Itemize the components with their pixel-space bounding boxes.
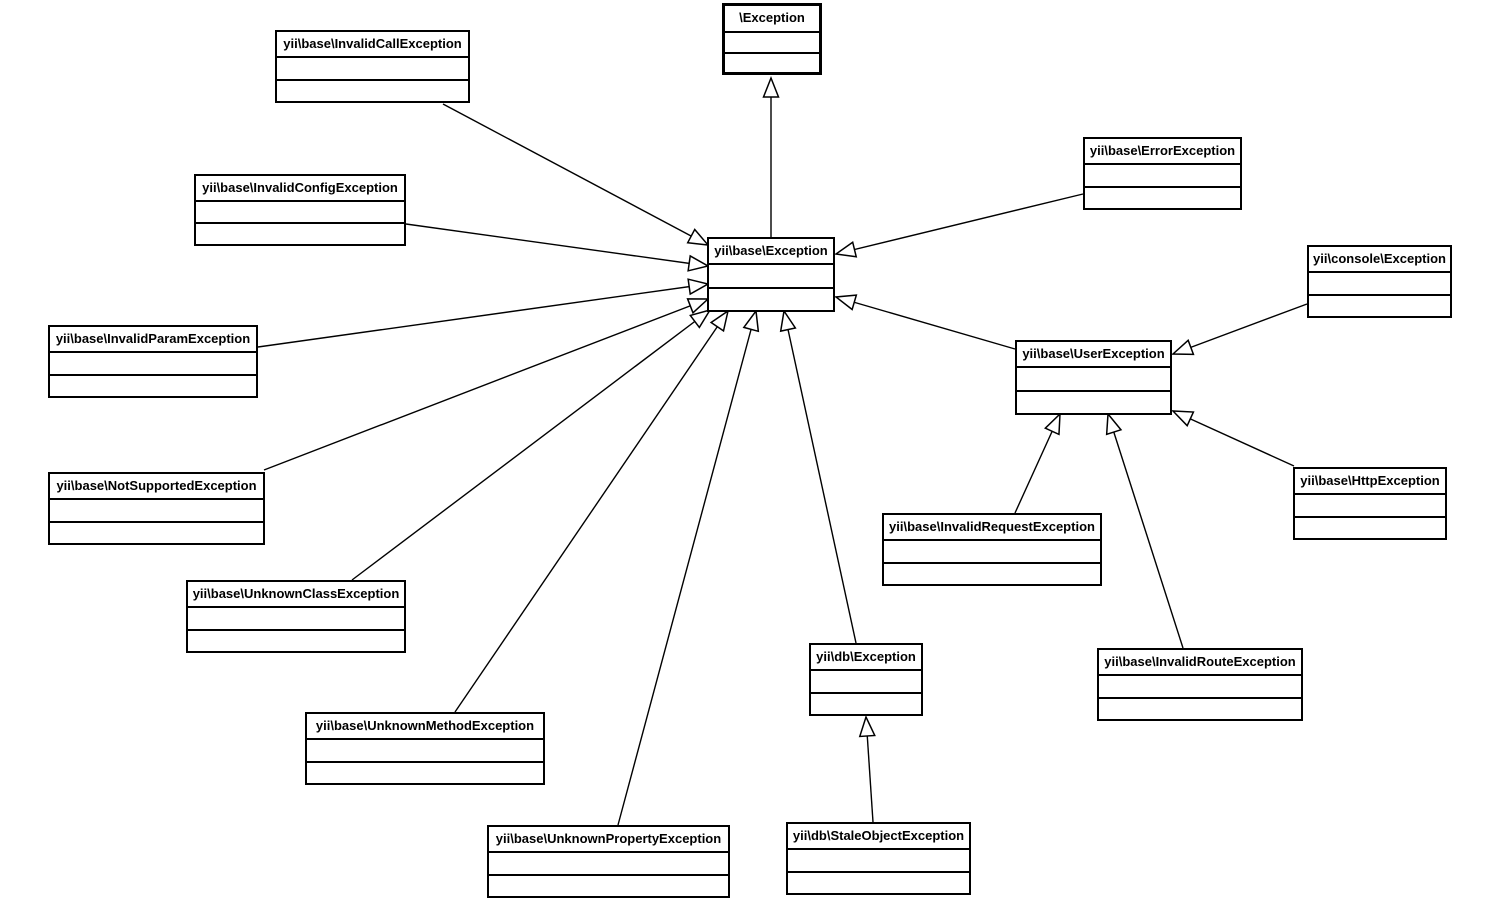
class-box-error-exception xyxy=(1083,137,1242,210)
class-attributes-compartment xyxy=(489,853,728,876)
class-attributes-compartment xyxy=(277,58,468,81)
class-attributes-compartment xyxy=(50,353,256,376)
class-name: yii\base\UnknownPropertyException xyxy=(489,827,728,853)
class-methods-compartment xyxy=(884,564,1100,584)
class-methods-compartment xyxy=(1099,699,1301,719)
class-name: yii\base\UserException xyxy=(1017,342,1170,368)
class-box-invalid-param xyxy=(48,325,258,398)
class-name: yii\base\InvalidParamException xyxy=(50,327,256,353)
class-name: yii\db\Exception xyxy=(811,645,921,671)
class-box-invalid-route xyxy=(1097,648,1303,721)
class-attributes-compartment xyxy=(1085,165,1240,188)
class-attributes-compartment xyxy=(1099,676,1301,699)
class-methods-compartment xyxy=(1017,392,1170,413)
class-attributes-compartment xyxy=(884,541,1100,564)
class-box-yii-base-exception xyxy=(707,237,835,312)
class-attributes-compartment xyxy=(811,671,921,694)
class-methods-compartment xyxy=(307,763,543,783)
class-attributes-compartment xyxy=(196,202,404,224)
class-methods-compartment xyxy=(50,376,256,396)
class-methods-compartment xyxy=(277,81,468,101)
class-box-http-exception xyxy=(1293,467,1447,540)
class-methods-compartment xyxy=(196,224,404,244)
class-name: yii\base\HttpException xyxy=(1295,469,1445,495)
class-methods-compartment xyxy=(1309,296,1450,316)
class-methods-compartment xyxy=(725,54,819,72)
class-name: yii\base\InvalidRequestException xyxy=(884,515,1100,541)
class-attributes-compartment xyxy=(307,740,543,763)
class-name: yii\base\NotSupportedException xyxy=(50,474,263,500)
class-methods-compartment xyxy=(188,631,404,651)
class-attributes-compartment xyxy=(1295,495,1445,518)
class-box-console-exception xyxy=(1307,245,1452,318)
class-attributes-compartment xyxy=(788,850,969,873)
class-name: yii\db\StaleObjectException xyxy=(788,824,969,850)
class-box-user-exception xyxy=(1015,340,1172,415)
class-attributes-compartment xyxy=(188,608,404,631)
class-methods-compartment xyxy=(811,694,921,714)
class-name: yii\base\InvalidCallException xyxy=(277,32,468,58)
class-attributes-compartment xyxy=(1309,273,1450,296)
class-box-unknown-class xyxy=(186,580,406,653)
class-name: \Exception xyxy=(725,6,819,33)
class-name: yii\base\UnknownClassException xyxy=(188,582,404,608)
class-name: yii\base\ErrorException xyxy=(1085,139,1240,165)
class-attributes-compartment xyxy=(1017,368,1170,392)
class-box-exception xyxy=(722,3,822,75)
class-box-not-supported xyxy=(48,472,265,545)
class-box-db-exception xyxy=(809,643,923,716)
class-name: yii\base\UnknownMethodException xyxy=(307,714,543,740)
class-name: yii\base\InvalidConfigException xyxy=(196,176,404,202)
class-methods-compartment xyxy=(1085,188,1240,208)
class-methods-compartment xyxy=(788,873,969,893)
class-attributes-compartment xyxy=(709,265,833,289)
class-attributes-compartment xyxy=(725,33,819,54)
class-methods-compartment xyxy=(489,876,728,896)
class-name: yii\base\InvalidRouteException xyxy=(1099,650,1301,676)
class-methods-compartment xyxy=(709,289,833,310)
class-box-stale-object xyxy=(786,822,971,895)
class-box-invalid-config xyxy=(194,174,406,246)
class-box-invalid-request xyxy=(882,513,1102,586)
class-attributes-compartment xyxy=(50,500,263,523)
class-methods-compartment xyxy=(50,523,263,543)
class-box-unknown-method xyxy=(305,712,545,785)
class-name: yii\console\Exception xyxy=(1309,247,1450,273)
class-box-unknown-property xyxy=(487,825,730,898)
class-box-invalid-call xyxy=(275,30,470,103)
class-name: yii\base\Exception xyxy=(709,239,833,265)
class-methods-compartment xyxy=(1295,518,1445,538)
